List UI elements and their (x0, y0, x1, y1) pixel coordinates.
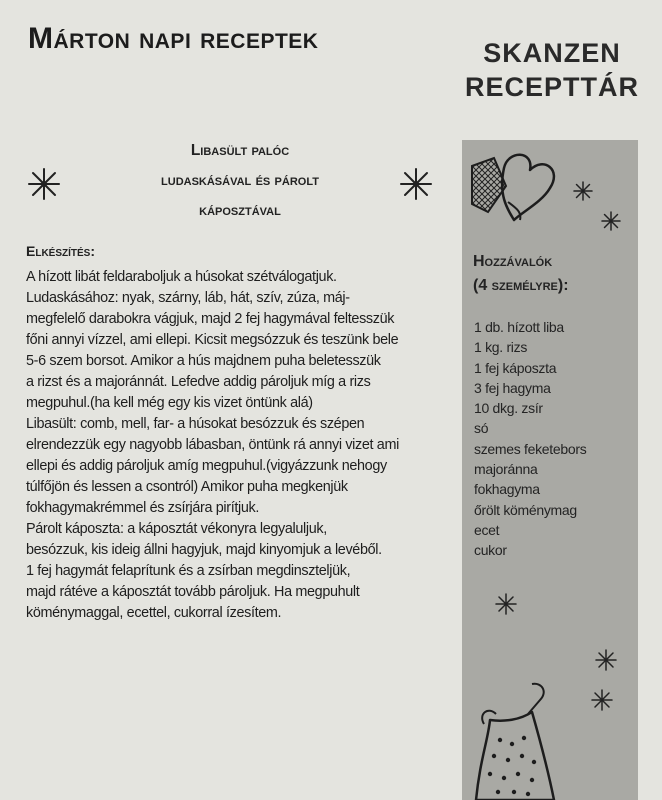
method-line: majd rátéve a káposztát tovább pároljuk. Ha megpuhult (26, 584, 360, 600)
method-text (26, 267, 446, 624)
ingredient-item: őrölt köménymag (474, 501, 577, 518)
star-icon (590, 688, 614, 712)
method-line: 1 fej hagymát felaprítunk és a zsírban megdinszteljük, (26, 563, 351, 579)
star-icon (398, 166, 434, 202)
star-icon (494, 592, 518, 616)
recipe-title-line-2: ludaskásával és párolt (161, 172, 319, 189)
ingredients-heading-line-2: (4 személyre): (473, 277, 569, 294)
method-line: 5-6 szem borsot. Amikor a hús majdnem puha beletesszük (26, 353, 381, 369)
heart-mitten-icon (464, 146, 564, 226)
ingredient-item: majoránna (474, 461, 538, 478)
method-line: köménymaggal, ecettel, cukorral ízesítem. (26, 605, 282, 621)
ingredients-heading (473, 250, 569, 298)
method-line: ellepi és addig pároljuk amíg megpuhul.(vigyázzunk nehogy (26, 458, 387, 474)
method-line: megpuhul.(ha kell még egy kis vizet öntünk alá) (26, 395, 313, 411)
ingredient-item: szemes feketebors (474, 440, 587, 457)
method-line: a rizst és a majoránnát. Lefedve addig pároljuk míg a rizs (26, 374, 371, 390)
method-line: Libasült: comb, mell, far- a húsokat besózzuk és szépen (26, 416, 365, 432)
star-icon (26, 166, 62, 202)
ingredient-item: ecet (474, 521, 500, 538)
series-title (462, 36, 642, 104)
method-line: megfelelő darabokra vágjuk, majd 2 fej hagymával feltesszük (26, 311, 395, 327)
ingredients-heading-line-1: Hozzávalók (473, 253, 553, 270)
method-line: fokhagymakrémmel és zsírjára pirítjuk. (26, 500, 260, 516)
star-icon (594, 648, 618, 672)
ingredient-item: 3 fej hagyma (474, 379, 551, 396)
ingredients-list (474, 317, 586, 561)
ingredient-item: 10 dkg. zsír (474, 400, 543, 417)
method-line: Párolt káposzta: a káposztát vékonyra legyaluljuk, (26, 521, 327, 537)
page-title: Márton napi receptek (28, 22, 319, 55)
series-title-line-2: RECEPTTÁR (464, 72, 639, 102)
method-heading: Elkészítés: (26, 243, 96, 259)
star-icon (572, 180, 594, 202)
star-icon (600, 210, 622, 232)
apron-icon (470, 680, 560, 800)
recipe-title-line-1: Libasült palóc (190, 142, 290, 159)
recipe-title (110, 136, 370, 226)
ingredient-item: 1 kg. rizs (474, 339, 528, 356)
series-title-line-1: SKANZEN (483, 38, 621, 68)
ingredient-item: 1 fej káposzta (474, 359, 557, 376)
ingredient-item: cukor (474, 542, 507, 559)
ingredient-item: 1 db. hízott liba (474, 319, 564, 335)
ingredient-item: só (474, 420, 489, 437)
method-line: Ludaskásához: nyak, szárny, láb, hát, szív, zúza, máj- (26, 290, 350, 306)
method-line: besózzuk, kis ideig állni hagyjuk, majd kinyomjuk a levéből. (26, 542, 382, 558)
method-line: A hízott libát feldaraboljuk a húsokat szétválogatjuk. (26, 269, 337, 285)
ingredient-item: fokhagyma (474, 481, 540, 498)
method-line: elrendezzük egy nagyobb lábasban, öntünk rá annyi vizet ami (26, 437, 399, 453)
recipe-title-line-3: káposztával (199, 202, 281, 219)
method-line: túlfőjön és lessen a csontról) Amikor puha megkenjük (26, 479, 348, 495)
method-line: főni annyi vízzel, ami ellepi. Kicsit megsózzuk és teszünk bele (26, 332, 399, 348)
